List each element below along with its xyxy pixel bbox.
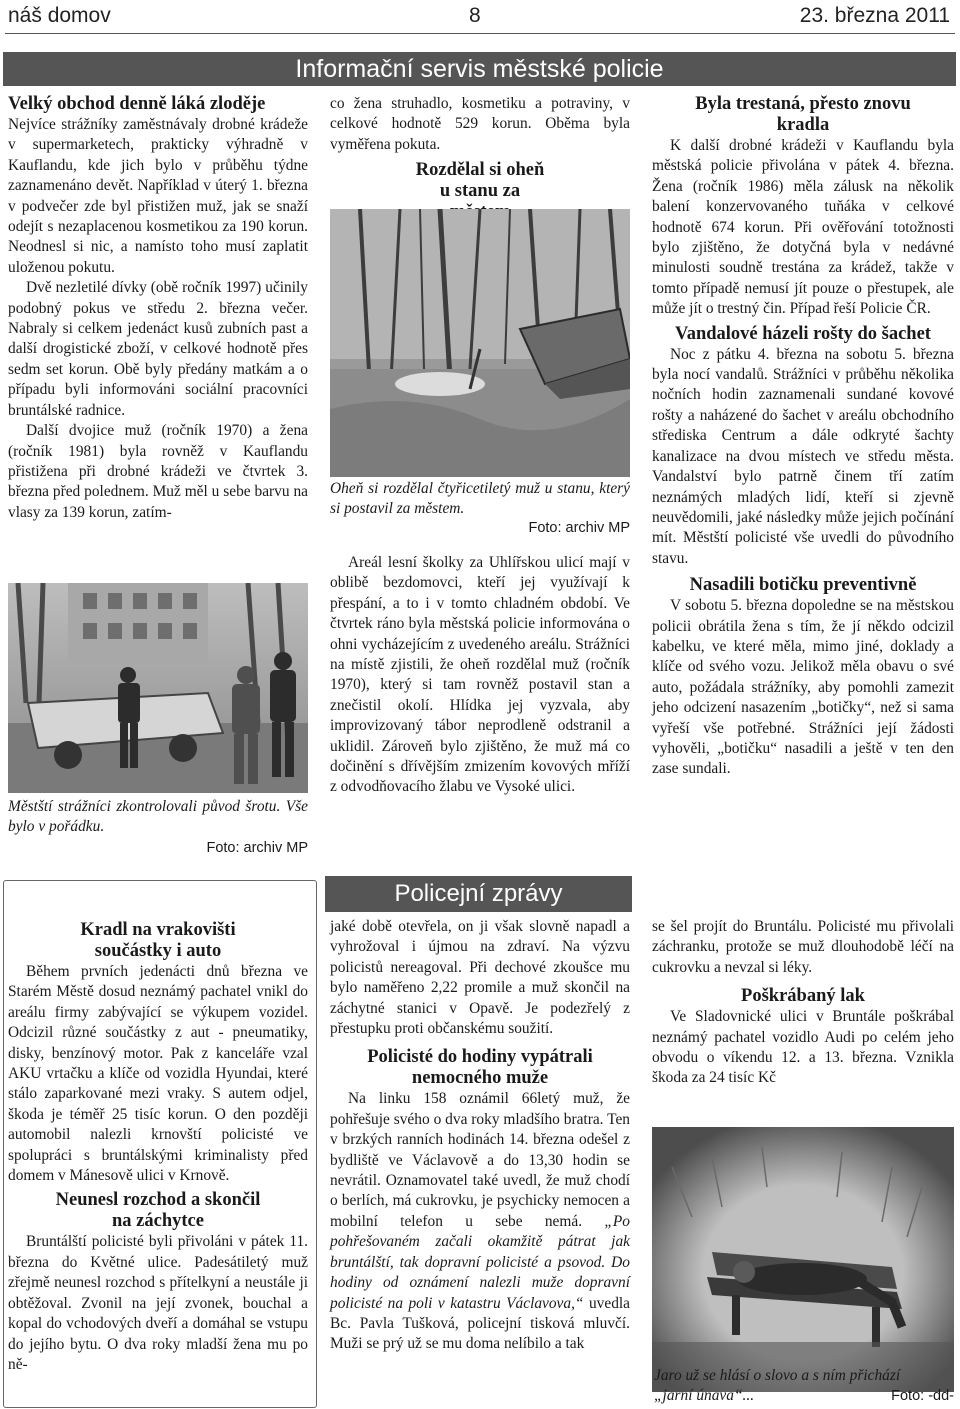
section-banner-police: Policejní zprávy xyxy=(325,876,632,912)
article-paragraph xyxy=(330,1089,630,1354)
article-scrapyard xyxy=(8,920,308,1375)
photo-bench-sleeper xyxy=(652,1127,954,1392)
article-title: Vandalové házeli rošty do šachet xyxy=(675,323,931,344)
article-breakup-continued xyxy=(330,917,630,1355)
article-quote: „Po pohřešovaném začali okamžitě pátrat jak bruntálští, tak dopravní policisté a psovod. Do hodiny od oznámení nalezli muže dopravní policisté na poli v katastru Václavova,“ xyxy=(330,1212,630,1312)
article-title: Policisté do hodiny vypátrali nemocného muže xyxy=(367,1047,593,1089)
article-big-store-continued xyxy=(330,94,630,155)
article-title: Byla trestaná, přesto znovu kradla xyxy=(695,94,911,135)
article-text: Na linku 158 oznámil 66letý muž, že pohřešuje svého o dva roky mladšího bratra. Ten v brzkých ranních hodinách 14. března odešel z bydliště ve Václavově a do 13,30 hodin se nevrátil. Oznamovatel také uvedl, že muž chodí o berlích, má cukrovku, je psychicky nemocen a mobilní telefon u sebe nemá. xyxy=(330,1090,630,1230)
photo-credit-bench: Foto: -dd- xyxy=(891,1388,954,1404)
header-date: 23. března 2011 xyxy=(799,4,950,27)
article-paragraph: Dvě nezletilé dívky (obě ročník 1997) učinily podobný pokus ve středu 2. března večer. Nabraly si celkem jedenáct kusů zubních past a další drogistické zboží, v celkové hodnotě přes sedm set korun. Obě byly předány matkám a o případu byli informováni sociální pracovníci bruntálské radnice. xyxy=(8,279,308,419)
article-title: Velký obchod denně láká zloděje xyxy=(8,94,266,114)
photo-caption-bench-line2: „jarní únava“... xyxy=(654,1387,755,1404)
section-banner-mp: Informační servis městské policie xyxy=(3,52,956,86)
article-paragraph: Nejvíce strážníky zaměstnávaly drobné krádeže v supermarketech, prakticky výhradně v Kauflandu, kde jich bylo v průběhu týdne zaznamenáno devět. Například v úterý 1. března v podvečer zde byl přistižen muž, jak se snaží odejít s nezaplacenou kosmetikou za 190 korun. Neodnesl si nic, a namísto toho musí zaplatit uloženou pokutu. xyxy=(8,116,308,276)
header-page-number: 8 xyxy=(469,4,481,27)
article-paragraph: V sobotu 5. března dopoledne se na městskou policii obrátila žena s tím, že jí někdo odcizil kabelku, ve které měla, mimo jiné, doklady a klíče od svého vozu. Jelikož měla obavu o své auto, požádala strážníky, aby pomohli zamezit jeho odcizení nasazením „botičky“, než si sama vyřeší vše potřebné. Strážníci její žádosti vyhověli, „botičku“ nasadili a ještě v ten den zase sundali. xyxy=(652,597,954,778)
photo-caption-scrap: Městští strážníci zkontrolovali původ šrotu. Vše bylo v pořádku. xyxy=(8,798,308,835)
article-fire-tent-body xyxy=(330,553,630,798)
article-title: Poškrábaný lak xyxy=(741,986,865,1007)
photo-caption-bench-line1: Jaro už se hlásí o slovo a s ním přichází xyxy=(654,1367,901,1384)
photo-police-scrap xyxy=(8,583,308,793)
article-text: uvedla Bc. Pavla Tušková, policejní tisková mluvčí. Muži se prý už se mu doma nelíbilo a tak xyxy=(330,1294,630,1353)
photo-credit-tent: Foto: archiv MP xyxy=(528,520,630,536)
photo-caption-tent: Oheň si rozdělal čtyřicetiletý muž u stanu, který si postavil za městem. xyxy=(330,480,630,517)
article-title: Neunesl rozchod a skončil na záchytce xyxy=(55,1190,261,1232)
article-convicted-thief xyxy=(652,94,954,780)
article-missing-man-continued xyxy=(652,917,954,1089)
article-paragraph: co žena struhadlo, kosmetiku a potraviny, v celkové hodnotě 529 korun. Oběma byla vyměřena pokuta. xyxy=(330,95,630,153)
header-rule xyxy=(5,33,955,34)
article-title: Rozdělal si oheň u stanu za xyxy=(415,160,545,201)
article-paragraph: Ve Sladovnické ulici v Bruntále poškrábal neznámý pachatel vozidlo Audi po celém jeho obvodu o víkendu 12. a 13. března. Vznikla škoda za 24 tisíc Kč xyxy=(652,1008,954,1087)
article-title: Nasadili botičku preventivně xyxy=(689,575,917,596)
photo-tent-forest xyxy=(330,209,630,477)
article-paragraph: se šel projít do Bruntálu. Policisté mu přivolali záchranku, protože se muž dlouhodobě léčí na cukrovku a nevzal si léky. xyxy=(652,918,954,976)
article-paragraph: Další dvojice muž (ročník 1970) a žena (ročník 1981) byla rovněž v Kauflandu přistižena při drobné krádeži ve čtvrtek 3. března před polednem. Muž měl u sebe barvu na vlasy za 139 korun, zatím- xyxy=(8,422,308,521)
header-publication: náš domov xyxy=(8,4,111,27)
article-paragraph: jaké době otevřela, on ji však slovně napadl a vyhrožoval i újmou na zdraví. Na výzvu policistů nereagoval. Při dechové zkoušce mu bylo naměřeno 2,22 promile a muž skončil na záchytné stanici v Opavě. Je podezřelý z přestupku proti občanskému soužití. xyxy=(330,918,630,1038)
article-paragraph: K další drobné krádeži v Kauflandu byla městská policie přivolána v pátek 4. března. Žena (ročník 1986) měla zálusk na několik balení konzervovaného tuňáka v celkové hodnotě 674 korun. Při ověřování totožnosti bylo zjištěno, že dotyčná byla v nedávné minulosti soudně trestána za krádež, takže v tomto případě nemusí jít pouze o přestupek, ale může jít o trestný čin. Případ řeší Policie ČR. xyxy=(652,137,954,318)
article-title: Kradl na vrakovišti součástky i auto xyxy=(80,920,236,961)
article-big-store xyxy=(8,94,308,523)
photo-credit-scrap: Foto: archiv MP xyxy=(206,840,308,856)
article-paragraph: Noc z pátku 4. března na sobotu 5. března byla nocí vandalů. Strážníci v průběhu několika nočních hodin zaznamenali sundané kovové rošty a naházené do šachet v areálu obchodního střediska Centrum a dále odkryté šachty kanalizace na dvou místech ve středu města. Vandalství bylo patrně činem tří zatím neznámých mladých lidí, kteří si zjevně neuvědomili, jaké následky může jejich počínání mít. Městští policisté vše uvedli do původního stavu. xyxy=(652,345,954,567)
article-paragraph: Areál lesní školky za Uhlířskou ulicí mají v oblibě bezdomovci, kteří jej využívají k přespání, a to i v tomto chladném období. Ve čtvrtek ráno byla městská policie informována o ohni vycházejícím z uvedeného areálu. Strážníci na místě zjistili, že oheň rozdělal muž (ročník 1970), který si tam rovněž postavil stan a znečistil okolí. Hlídka jej vyzvala, aby improvizovaný tábor neprodleně odstranil a uklidil. Zároveň bylo zjištěno, že muž má co dočinění s dřívějším zmizením kovových mříží z odvodňovacího žlabu ve Vysoké ulici. xyxy=(330,554,630,796)
article-paragraph: Bruntálští policisté byli přivoláni v pátek 11. března do Květné ulice. Padesátiletý muž zřejmě neunesl rozchod s přítelkyní a neustále ji obtěžoval. Zvonil na její zvonek, bouchal a kopal do vchodových dveří a domáhal se vstupu do jejího bytu. O dva roky mladší žena mu po ně- xyxy=(8,1233,308,1373)
article-paragraph: Během prvních jedenácti dnů března ve Starém Městě dosud neznámý pachatel vnikl do areálu firmy zabývající se výkupem vozidel. Odcizil různé součástky z aut - pneumatiky, disky, benzínový motor. Pak z kanceláře vzal AKU vrtačku a klíče od vozidla Hyundai, které stálo zaparkované mezi vraky. S autem odjel, škoda je téměř 25 tisíc korun. O den později automobil nalezli krnovští policisté ve spolupráci s bruntálskými kriminalisty před domem v Mánesově ulici v Krnově. xyxy=(8,963,308,1185)
